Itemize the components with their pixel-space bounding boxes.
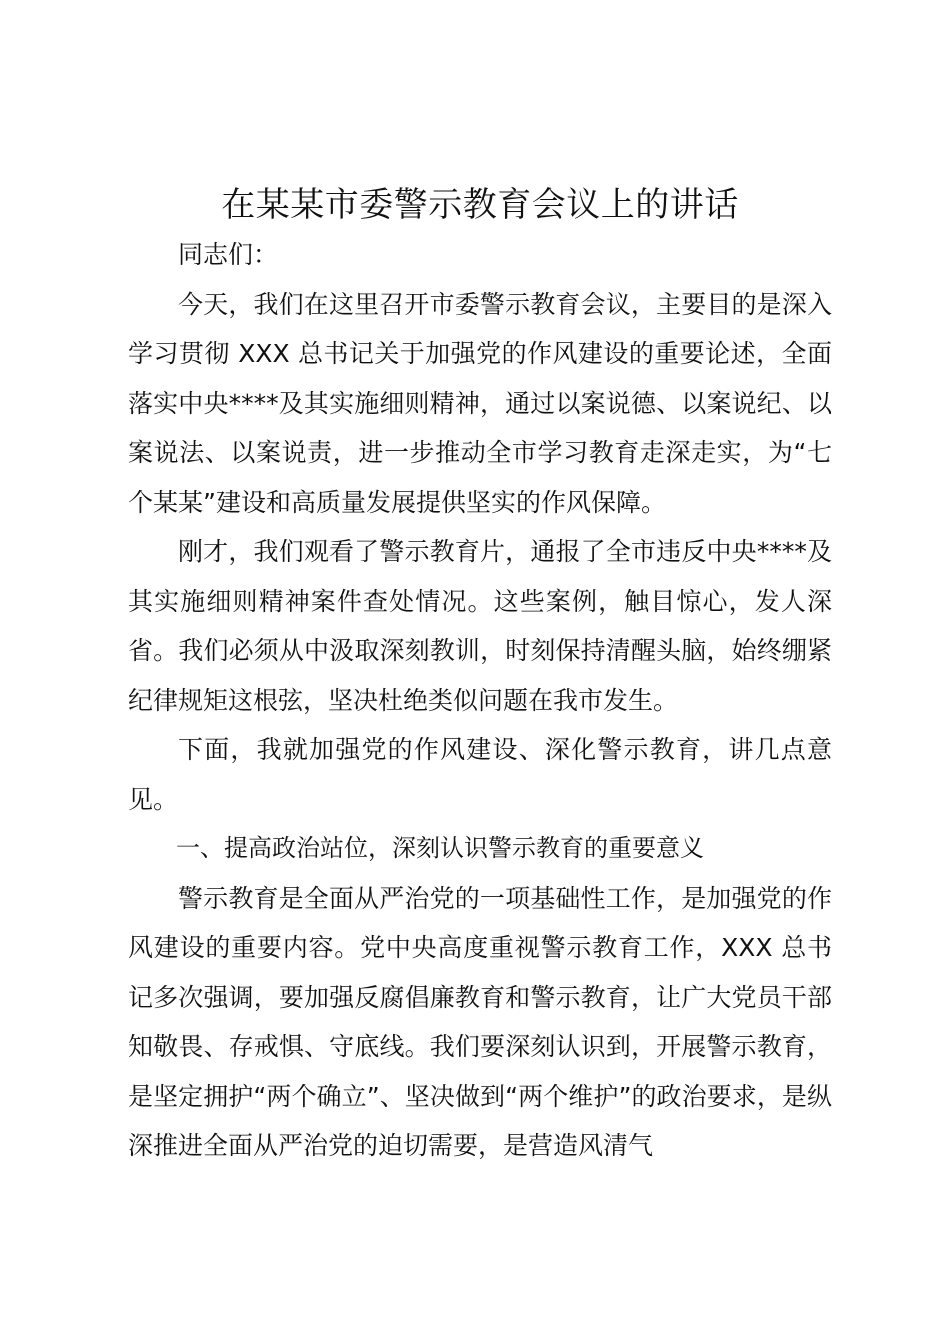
document-title: 在某某市委警示教育会议上的讲话 bbox=[221, 185, 739, 225]
paragraph-cases: 刚才，我们观看了警示教育片，通报了全市违反中央****及其实施细则精神案件查处情况。这些案例，触目惊心，发人深省。我们必须从中汲取深刻教训，时刻保持清醒头脑，始终绷紧纪律规矩这根弦，坚决杜绝类似问题在我市发生。 bbox=[128, 537, 832, 715]
paragraph-section-1: 警示教育是全面从严治党的一项基础性工作，是加强党的作风建设的重要内容。党中央高度重视警示教育工作，XXX 总书记多次强调，要加强反腐倡廉教育和警示教育，让广大党员干部知敬畏、存戒惧、守底线。我们要深刻认识到，开展警示教育，是坚定拥护“两个确立”、坚决做到“两个维护”的政治要求，是纵深推进全面从严治党的迫切需要，是营造风清气 bbox=[128, 883, 832, 1160]
document-page bbox=[128, 180, 832, 1171]
salutation: 同志们： bbox=[178, 240, 279, 269]
paragraph-intro-points: 下面，我就加强党的作风建设、深化警示教育，讲几点意见。 bbox=[128, 735, 832, 814]
section-heading-1: 一、提高政治站位，深刻认识警示教育的重要意义 bbox=[176, 834, 704, 862]
paragraph-opening: 今天，我们在这里召开市委警示教育会议，主要目的是深入学习贯彻 XXX 总书记关于加强党的作风建设的重要论述，全面落实中央****及其实施细则精神，通过以案说德、以案说纪、以案说法、以案说责，进一步推动全市学习教育走深走实，为“七个某某”建设和高质量发展提供坚实的作风保障。 bbox=[128, 289, 832, 517]
